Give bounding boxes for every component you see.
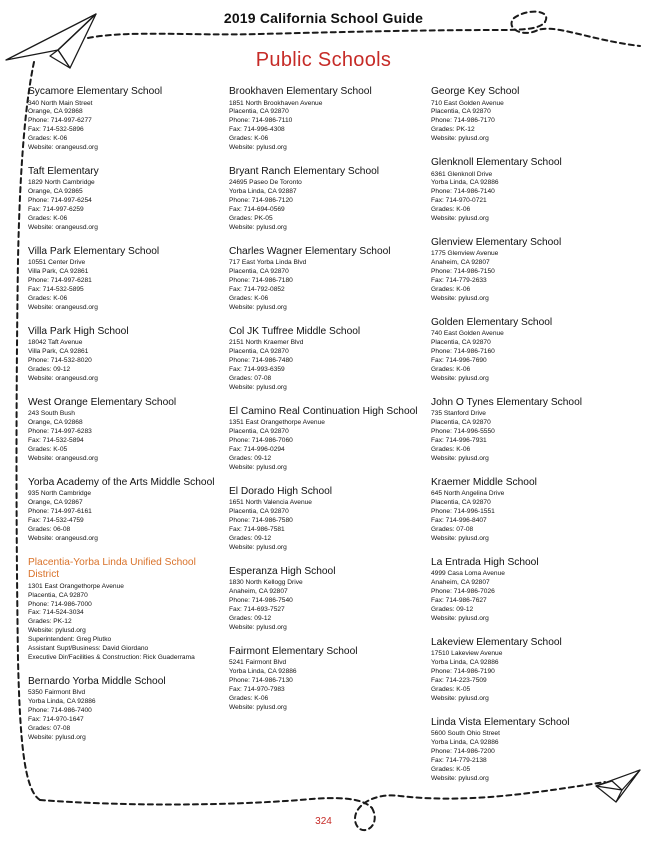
school-entry	[431, 397, 631, 464]
city-line: Orange, CA 92868	[28, 419, 83, 427]
address-line: 2151 North Kraemer Blvd	[229, 339, 304, 347]
city-line: Yorba Linda, CA 92886	[28, 698, 96, 706]
grades-line: Grades: 09-12	[229, 534, 272, 542]
grades-line: Grades: 09-12	[229, 454, 272, 462]
phone-line: Phone: 714-986-7150	[431, 268, 495, 276]
school-entry	[431, 557, 631, 624]
phone-line: Phone: 714-986-7130	[229, 676, 293, 684]
phone-line: Phone: 714-997-6277	[28, 117, 92, 125]
fax-line: Fax: 714-996-7931	[431, 437, 487, 445]
fax-line: Fax: 714-996-4308	[229, 126, 285, 134]
grades-line: Grades: K-05	[431, 685, 471, 693]
address-line: 645 North Angelina Drive	[431, 490, 505, 498]
school-name: Golden Elementary School	[431, 316, 553, 328]
address-line: 740 East Golden Avenue	[431, 330, 504, 338]
school-entry	[28, 326, 228, 384]
fax-line: Fax: 714-532-4759	[28, 517, 84, 524]
school-entry	[229, 326, 429, 393]
fax-line: Fax: 714-986-7627	[431, 596, 487, 604]
city-line: Placentia, CA 92870	[431, 339, 491, 347]
website-line: Website: orangeusd.org	[28, 454, 98, 462]
school-name: Charles Wagner Elementary School	[229, 245, 391, 257]
city-line: Placentia, CA 92870	[431, 419, 491, 427]
city-line: Yorba Linda, CA 92886	[229, 667, 297, 675]
city-line: Orange, CA 92868	[28, 108, 83, 116]
school-name: El Camino Real Continuation High School	[229, 405, 418, 417]
phone-line: Phone: 714-986-7110	[229, 117, 293, 125]
address-line: 4999 Casa Loma Avenue	[431, 570, 505, 578]
address-line: 340 North Main Street	[28, 99, 93, 107]
address-line: 17510 Lakeview Avenue	[431, 650, 503, 658]
city-line: Yorba Linda, CA 92886	[431, 739, 499, 746]
city-line: Placentia, CA 92870	[229, 428, 289, 436]
grades-line: Grades: PK-12	[431, 126, 475, 134]
section-title: Public Schools	[255, 49, 392, 71]
school-entry	[431, 237, 631, 304]
fax-line: Fax: 714-993-6359	[229, 366, 285, 374]
school-name: Villa Park Elementary School	[28, 245, 160, 257]
website-line: Website: orangeusd.org	[28, 223, 98, 231]
grades-line: Grades: 09-12	[229, 614, 272, 622]
school-entry	[28, 397, 228, 464]
phone-line: Phone: 714-997-6254	[28, 197, 92, 205]
school-name: George Key School	[431, 86, 520, 97]
phone-line: Phone: 714-997-6281	[28, 277, 92, 285]
grades-line: Grades: 06-08	[28, 525, 71, 533]
school-entry	[431, 86, 631, 144]
school-name: El Dorado High School	[229, 485, 333, 497]
address-line: 935 North Cambridge	[28, 490, 92, 498]
school-name: Bernardo Yorba Middle School	[28, 675, 166, 687]
fax-line: Fax: 714-694-0569	[229, 206, 285, 214]
school-entry	[28, 166, 228, 233]
city-line: Placentia, CA 92870	[229, 348, 289, 356]
grades-line: Grades: K-05	[28, 445, 68, 453]
city-line: Placentia, CA 92870	[229, 108, 289, 116]
guide-title: 2019 California School Guide	[223, 10, 424, 26]
grades-line: Grades: K-06	[431, 445, 471, 453]
school-entry	[229, 406, 429, 473]
fax-line: Fax: 714-693-7527	[229, 605, 285, 613]
phone-line: Phone: 714-986-7190	[431, 667, 495, 675]
website-line: Website: pylusd.org	[431, 215, 489, 223]
city-line: Placentia, CA 92870	[431, 108, 491, 116]
address-line: 18042 Taft Avenue	[28, 339, 83, 347]
website-line: Website: pylusd.org	[431, 694, 489, 702]
school-column-1	[28, 86, 228, 756]
school-entry	[229, 566, 429, 633]
website-line: Website: pylusd.org	[28, 627, 86, 635]
school-name: Fairmont Elementary School	[229, 645, 358, 657]
school-entry	[28, 86, 228, 153]
school-name: Linda Vista Elementary School	[431, 716, 570, 728]
school-name: Yorba Academy of the Arts Middle School	[28, 476, 215, 488]
school-entry	[229, 246, 429, 313]
grades-line: Grades: PK-05	[229, 215, 273, 223]
grades-line: Grades: K-06	[431, 286, 471, 294]
address-line: 10551 Center Drive	[28, 259, 86, 267]
city-line: Yorba Linda, CA 92887	[229, 188, 297, 196]
school-name: Esperanza High School	[229, 565, 336, 577]
grades-line: Grades: K-05	[431, 765, 471, 773]
address-line: 1651 North Valencia Avenue	[229, 499, 312, 507]
phone-line: Phone: 714-986-7170	[431, 117, 495, 125]
grades-line: Grades: K-06	[229, 135, 269, 143]
school-name: Bryant Ranch Elementary School	[229, 165, 380, 177]
grades-line: Grades: 09-12	[28, 366, 71, 374]
phone-line: Phone: 714-986-7000	[28, 600, 92, 608]
fax-line: Fax: 714-532-5894	[28, 437, 84, 445]
fax-line: Fax: 714-223-7509	[431, 676, 487, 684]
school-entry	[28, 676, 228, 743]
fax-line: Fax: 714-986-7581	[229, 525, 285, 533]
address-line: 1351 East Orangethorpe Avenue	[229, 419, 325, 427]
fax-line: Fax: 714-996-8407	[431, 517, 487, 524]
fax-line: Fax: 714-997-6259	[28, 206, 84, 214]
address-line: 1851 North Brookhaven Avenue	[229, 99, 323, 107]
website-line: Website: pylusd.org	[229, 623, 287, 631]
website-line: Website: orangeusd.org	[28, 144, 98, 152]
website-line: Website: pylusd.org	[229, 383, 287, 391]
detail-line: Assistant Supt/Business: David Giordano	[28, 645, 149, 653]
website-line: Website: pylusd.org	[431, 534, 489, 542]
website-line: Website: orangeusd.org	[28, 534, 98, 542]
website-line: Website: pylusd.org	[229, 703, 287, 711]
school-name: John O Tynes Elementary School	[431, 396, 583, 408]
grades-line: Grades: K-06	[28, 295, 68, 302]
school-name: La Entrada High School	[431, 556, 539, 568]
phone-line: Phone: 714-986-7200	[431, 747, 495, 755]
city-line: Orange, CA 92865	[28, 188, 83, 196]
website-line: Website: pylusd.org	[431, 614, 489, 622]
address-line: 5241 Fairmont Blvd	[229, 659, 287, 667]
grades-line: Grades: 07-08	[28, 725, 71, 732]
grades-line: Grades: PK-12	[28, 618, 72, 626]
school-column-2	[229, 86, 429, 726]
grades-line: Grades: 07-08	[431, 525, 474, 533]
grades-line: Grades: K-06	[229, 295, 269, 302]
city-line: Placentia, CA 92870	[28, 591, 88, 599]
school-name: Glenknoll Elementary School	[431, 157, 562, 169]
grades-line: Grades: 09-12	[431, 605, 474, 613]
phone-line: Phone: 714-996-5550	[431, 428, 495, 436]
grades-line: Grades: K-06	[28, 215, 68, 223]
school-name: Villa Park High School	[28, 325, 129, 337]
phone-line: Phone: 714-986-7120	[229, 197, 293, 205]
address-line: 5600 South Ohio Street	[431, 730, 500, 738]
phone-line: Phone: 714-986-7400	[28, 707, 92, 715]
website-line: Website: pylusd.org	[229, 144, 287, 152]
website-line: Website: pylusd.org	[431, 374, 489, 382]
school-entry	[229, 486, 429, 553]
city-line: Yorba Linda, CA 92886	[431, 179, 499, 187]
school-name: West Orange Elementary School	[28, 396, 177, 408]
phone-line: Phone: 714-986-7180	[229, 277, 293, 285]
phone-line: Phone: 714-986-7140	[431, 188, 495, 196]
grades-line: Grades: 07-08	[229, 374, 272, 382]
city-line: Anaheim, CA 92807	[431, 579, 490, 587]
city-line: Orange, CA 92867	[28, 499, 83, 507]
city-line: Placentia, CA 92870	[229, 508, 289, 516]
school-entry	[229, 646, 429, 713]
address-line: 710 East Golden Avenue	[431, 99, 504, 107]
school-entry	[229, 86, 429, 153]
city-line: Placentia, CA 92870	[431, 499, 491, 507]
school-entry	[431, 477, 631, 544]
grades-line: Grades: K-06	[431, 206, 471, 214]
address-line: 717 East Yorba Linda Blvd	[229, 259, 307, 267]
district-name: Placentia-Yorba Linda Unified School District	[28, 556, 196, 581]
school-name: Brookhaven Elementary School	[229, 86, 372, 97]
school-entry	[28, 246, 228, 313]
website-line: Website: orangeusd.org	[28, 374, 98, 382]
fax-line: Fax: 714-779-2633	[431, 277, 487, 285]
address-line: 1830 North Kellogg Drive	[229, 579, 303, 587]
fax-line: Fax: 714-996-7690	[431, 357, 487, 365]
fax-line: Fax: 714-970-7983	[229, 685, 285, 693]
school-entry	[431, 637, 631, 704]
city-line: Placentia, CA 92870	[229, 268, 289, 276]
website-line: Website: pylusd.org	[229, 543, 287, 551]
city-line: Villa Park, CA 92861	[28, 268, 89, 276]
fax-line: Fax: 714-779-2138	[431, 756, 487, 764]
school-name: Kraemer Middle School	[431, 476, 537, 488]
school-name: Lakeview Elementary School	[431, 636, 562, 648]
address-line: 1301 East Orangethorpe Avenue	[28, 582, 124, 590]
phone-line: Phone: 714-986-7060	[229, 437, 293, 445]
website-line: Website: pylusd.org	[229, 303, 287, 311]
fax-line: Fax: 714-532-5895	[28, 286, 84, 294]
fax-line: Fax: 714-970-0721	[431, 197, 487, 205]
school-name: Glenview Elementary School	[431, 236, 562, 248]
school-entry	[431, 317, 631, 384]
website-line: Website: pylusd.org	[431, 774, 489, 782]
grades-line: Grades: K-06	[431, 366, 471, 374]
website-line: Website: orangeusd.org	[28, 303, 98, 311]
address-line: 243 South Bush	[28, 410, 75, 418]
address-line: 24695 Paseo De Toronto	[229, 179, 302, 187]
page-number: 324	[315, 816, 332, 827]
website-line: Website: pylusd.org	[431, 454, 489, 462]
phone-line: Phone: 714-986-7160	[431, 348, 495, 356]
school-name: Sycamore Elementary School	[28, 86, 163, 97]
school-entry	[28, 477, 228, 544]
district-entry	[28, 557, 228, 663]
phone-line: Phone: 714-532-8020	[28, 357, 92, 365]
phone-line: Phone: 714-997-6161	[28, 508, 92, 516]
phone-line: Phone: 714-986-7580	[229, 517, 293, 524]
address-line: 6361 Glenknoll Drive	[431, 170, 493, 178]
address-line: 1775 Glenview Avenue	[431, 250, 499, 258]
school-entry	[431, 157, 631, 224]
phone-line: Phone: 714-997-6283	[28, 428, 92, 436]
website-line: Website: pylusd.org	[28, 733, 86, 741]
school-name: Col JK Tuffree Middle School	[229, 325, 361, 337]
website-line: Website: pylusd.org	[431, 135, 489, 143]
school-entry	[229, 166, 429, 233]
address-line: 5350 Fairmont Blvd	[28, 689, 86, 697]
fax-line: Fax: 714-532-5896	[28, 126, 84, 134]
grades-line: Grades: K-06	[28, 135, 68, 143]
city-line: Anaheim, CA 92807	[431, 259, 490, 267]
city-line: Yorba Linda, CA 92886	[431, 659, 499, 667]
website-line: Website: pylusd.org	[229, 463, 287, 471]
fax-line: Fax: 714-970-1647	[28, 716, 84, 724]
school-name: Taft Elementary	[28, 165, 99, 177]
fax-line: Fax: 714-792-0852	[229, 286, 285, 294]
fax-line: Fax: 714-524-3034	[28, 609, 84, 617]
school-column-3	[431, 86, 631, 797]
fax-line: Fax: 714-996-0294	[229, 445, 285, 453]
address-line: 735 Stanford Drive	[431, 410, 486, 418]
school-entry	[431, 717, 631, 784]
website-line: Website: pylusd.org	[229, 223, 287, 231]
phone-line: Phone: 714-986-7480	[229, 357, 293, 365]
grades-line: Grades: K-06	[229, 694, 269, 702]
address-line: 1829 North Cambridge	[28, 179, 95, 187]
website-line: Website: pylusd.org	[431, 295, 489, 302]
city-line: Anaheim, CA 92807	[229, 588, 288, 596]
city-line: Villa Park, CA 92861	[28, 348, 89, 356]
detail-line: Executive Dir/Facilities & Construction: Rick Guaderrama	[28, 653, 195, 661]
phone-line: Phone: 714-986-7540	[229, 596, 293, 604]
phone-line: Phone: 714-996-1551	[431, 508, 495, 516]
phone-line: Phone: 714-986-7026	[431, 588, 495, 596]
detail-line: Superintendent: Greg Plutko	[28, 636, 112, 644]
